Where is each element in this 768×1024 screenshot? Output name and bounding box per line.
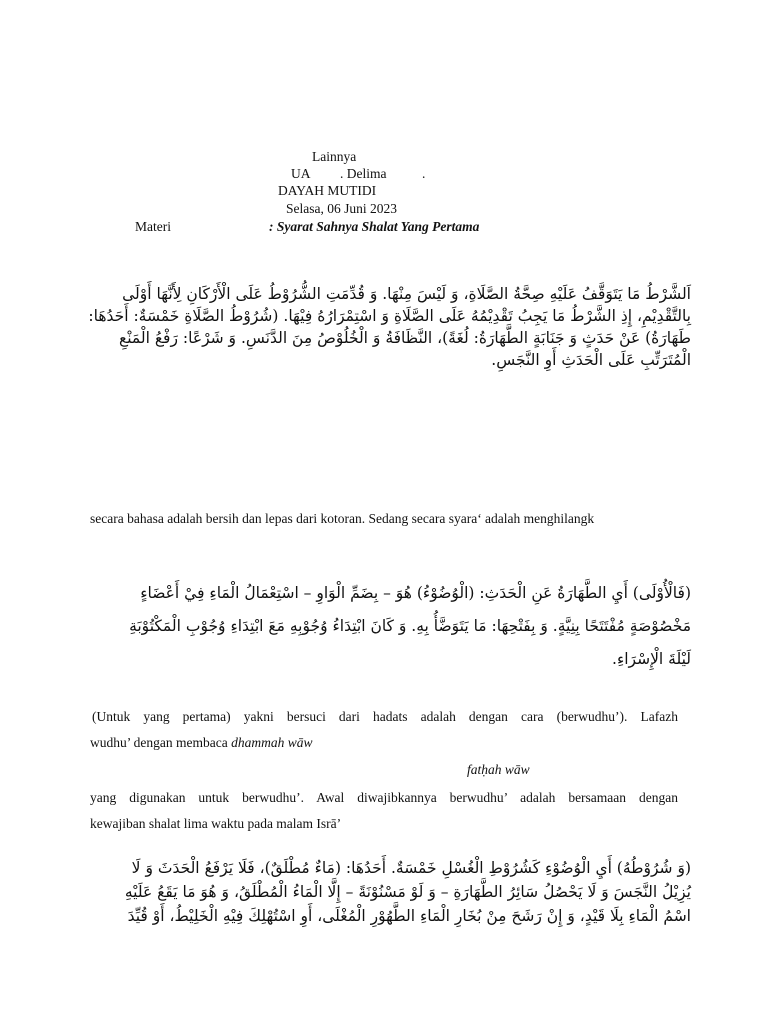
translation-2-line-1: (Untuk yang pertama) yakni bersuci dari hadats adalah dengan cara (berwudhu’). Lafazh (92, 709, 678, 724)
materi-label: Materi (135, 219, 171, 234)
arabic-paragraph-2 (88, 577, 691, 676)
arabic-line: (وَ شُرُوْطُهُ) أَيِ الْوُضُوْءِ كَشُرُوْطِ الْغُسْلِ خَمْسَةٌ. أَحَدُهَا: (مَاءٌ مُطْلَقٌ)، فَلَا يَرْفَعُ الْحَدَثَ وَ لَا (131, 859, 691, 877)
header-dot: . (422, 166, 426, 181)
header-ua: UA (291, 166, 311, 181)
header-delima: . Delima (340, 166, 387, 181)
arabic-paragraph-1 (88, 283, 691, 371)
arabic-line: (فَالْأُوْلَى) أَيِ الطَّهَارَةُ عَنِ الْحَدَثِ: (الْوُضُوْءُ) هُوَ – بِضَمِّ الْوَاوِ – اسْتِعْمَالُ الْمَاءِ فِيْ أَعْضَاءٍ (140, 584, 691, 602)
translation-1: secara bahasa adalah bersih dan lepas dari kotoran. Sedang secara syara‘ adalah menghilangk (90, 511, 595, 526)
arabic-line: طَهَارَةُ) عَنْ حَدَثٍ وَ جَنَابَةٍ الطَّهَارَةُ: لُغَةً)، النَّظَافَةُ وَ الْخُلُوْصُ مِنَ الدَّنَسِ. وَ شَرْعًا: رَفْعُ الْمَنْعِ (118, 329, 691, 347)
translation-2-line-4: yang digunakan untuk berwudhu’. Awal diwajibkannya berwudhu’ adalah bersamaan dengan (90, 790, 678, 805)
arabic-line: بِالتَّقْدِيْمِ، إِذِ الشَّرْطُ مَا يَجِبُ تَقْدِيْمُهُ عَلَى الصَّلَاةِ وَ اسْتِمْرَارُهُ فِيْهَا. (شُرُوْطُ الصَّلَاةِ خَمْسَةٌ: أَحَدُهَا: (88, 307, 691, 325)
translation-2-line-2 (90, 735, 312, 751)
translation-2-line-5: kewajiban shalat lima waktu pada malam Isrā’ (90, 816, 342, 831)
translation-2-line-3: fatḥah wāw (467, 762, 530, 777)
translation-2-line-2-text: wudhu’ dengan membaca (90, 735, 232, 750)
translation-2-line-2-italic: dhammah wāw (231, 735, 313, 750)
arabic-line: مَخْصُوْصَةٍ مُفْتَتَحًا بِنِيَّةٍ. وَ بِفَتْحِهَا: مَا يَتَوَضَّأُ بِهِ. وَ كَانَ ابْتِدَاءُ وُجُوْبِهِ مَعَ ابْتِدَاءِ وُجُوْبِ الْمَكْتُوْبَةِ (129, 617, 691, 635)
arabic-line: اَلشَّرْطُ مَا يَتَوَقَّفُ عَلَيْهِ صِحَّةُ الصَّلَاةِ، وَ لَيْسَ مِنْهَا. وَ قُدِّمَتِ الشُّرُوْطُ عَلَى الْأَرْكَانِ لِأَنَّهَا أَوْلَى (122, 285, 691, 303)
header-date: Selasa, 06 Juni 2023 (286, 201, 397, 216)
arabic-line: لَيْلَةَ الْإِسْرَاءِ. (612, 650, 691, 668)
header-dayah: DAYAH MUTIDI (278, 183, 377, 198)
arabic-line: الْمُتَرَتِّبِ عَلَى الْحَدَثِ أَوِ النَّجَسِ. (491, 351, 691, 369)
materi-value: : Syarat Sahnya Shalat Yang Pertama (269, 219, 480, 234)
arabic-line: يُزِيْلُ النَّجَسَ وَ لَا يَحْصُلُ سَائِرُ الطَّهَارَةِ – وَ لَوْ مَسْنُوْنَةً – إِلَّا الْمَاءُ الْمُطْلَقُ، وَ هُوَ مَا يَقَعُ عَلَيْهِ (124, 883, 691, 901)
arabic-line: اسْمُ الْمَاءِ بِلَا قَيْدٍ، وَ إِنْ رَشَحَ مِنْ بُخَارِ الْمَاءِ الطَّهُوْرِ الْمُغْلَى، أَوِ اسْتُهْلِكَ فِيْهِ الْخَلِيْطُ، أَوْ قُيِّدَ (127, 907, 691, 925)
arabic-paragraph-3 (88, 856, 691, 928)
header-lainnya: Lainnya (312, 149, 357, 164)
